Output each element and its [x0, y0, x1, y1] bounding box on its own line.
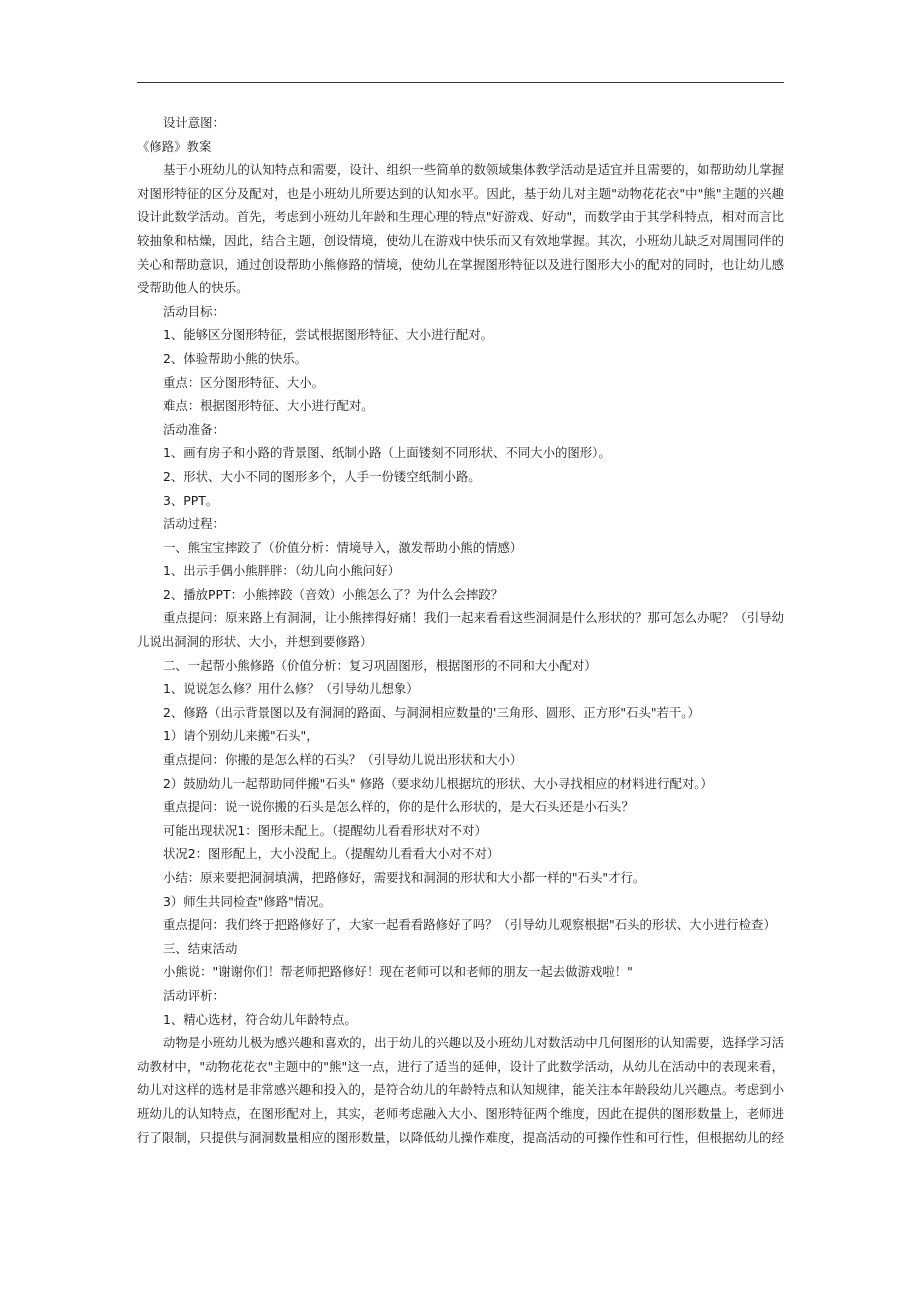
paragraph: 活动过程：	[163, 516, 225, 532]
paragraph: 二、一起帮小熊修路（价值分析：复习巩固图形，根据图形的不同和大小配对）	[163, 657, 597, 673]
paragraph: 1、能够区分图形特征，尝试根据图形特征、大小进行配对。	[163, 327, 494, 343]
paragraph: 3）师生共同检查"修路"情况。	[163, 893, 331, 909]
paragraph: 3、PPT。	[163, 492, 219, 508]
paragraph: 《修路》教案	[137, 138, 212, 154]
paragraph: 2、形状、大小不同的图形多个，人手一份镂空纸制小路。	[163, 468, 481, 484]
paragraph: 1）请个别幼儿来搬"石头"，	[163, 728, 319, 744]
paragraph: 2、播放PPT：小熊摔跤（音效）小熊怎么了？为什么会摔跤？	[163, 586, 504, 602]
paragraph: 1、出示手偶小熊胖胖：（幼儿向小熊问好）	[163, 563, 401, 579]
paragraph: 可能出现状况1：图形未配上。（提醒幼儿看看形状对不对）	[163, 822, 487, 838]
paragraph: 小熊说："谢谢你们！帮老师把路修好！现在老师可以和老师的朋友一起去做游戏啦！"	[163, 964, 633, 980]
paragraph: 2、体验帮助小熊的快乐。	[163, 350, 308, 366]
paragraph: 活动评析：	[163, 987, 225, 1003]
paragraph: 状况2：图形配上，大小没配上。（提醒幼儿看看大小对不对）	[163, 846, 500, 862]
paragraph: 动物是小班幼儿极为感兴趣和喜欢的，出于幼儿的兴趣以及小班幼儿对数活动中几何图形的认知需要，选择学习活动教材中，"动物花花衣"主题中的"熊"这一点，进行了适当的延伸，设计了此数学活动，从幼儿在活动中的表现来看，幼儿对这样的选材是非常感兴趣和投入的，是符合幼儿的年龄特点和认知规律，能关注本年龄段幼儿兴趣点。考虑到小班幼儿的认知特点，在图形配对上，其实，老师考虑融入大小、图形特征两个维度，因此在提供的图形数量上，老师进行了限制，只提供与洞洞数量相应的图形数量，以降低幼儿操作难度，提高活动的可操作性和可行性，但根据幼儿的经	[137, 1035, 784, 1145]
paragraph: 1、说说怎么修？用什么修？（引导幼儿想象）	[163, 681, 419, 697]
paragraph: 活动准备：	[163, 421, 225, 437]
paragraph: 重点：区分图形特征、大小。	[163, 374, 325, 390]
paragraph: 1、画有房子和小路的背景图、纸制小路（上面镂刻不同形状、不同大小的图形）。	[163, 445, 611, 461]
paragraph: 1、精心选材，符合幼儿年龄特点。	[163, 1011, 357, 1027]
paragraph: 2、修路（出示背景图以及有洞洞的路面、与洞洞相应数量的'三角形、圆形、正方形"石头"若干。）	[163, 704, 700, 720]
paragraph: 小结：原来要把洞洞填满，把路修好，需要找和洞洞的形状和大小都一样的"石头"才行。	[163, 870, 646, 885]
paragraph: 活动目标：	[163, 303, 225, 319]
paragraph: 难点：根据图形特征、大小进行配对。	[163, 398, 374, 414]
paragraph: 重点提问：说一说你搬的石头是怎么样的，你的是什么形状的，是大石头还是小石头？	[163, 799, 634, 815]
paragraph: 设计意图：	[163, 115, 225, 130]
paragraph: 基于小班幼儿的认知特点和需要，设计、组织一些简单的数领域集体教学活动是适宜并且需要的，如帮助幼儿掌握对图形特征的区分及配对，也是小班幼儿所要达到的认知水平。因此，基于幼儿对主题"动物花花衣"中"熊"主题的兴趣设计此数学活动。首先，考虑到小班幼儿年龄和生理心理的特点"好游戏、好动"，而数学由于其学科特点，相对而言比较抽象和枯燥，因此，结合主题，创设情境，使幼儿在游戏中快乐而又有效地掌握。其次，小班幼儿缺乏对周围同伴的关心和帮助意识，通过创设帮助小熊修路的情境，使幼儿在掌握图形特征以及进行图形大小的配对的同时，也让幼儿感受帮助他人的快乐。	[137, 162, 784, 296]
paragraph: 重点提问：我们终于把路修好了，大家一起看看路修好了吗？（引导幼儿观察根据"石头的形状、大小进行检查）	[163, 917, 776, 933]
paragraph: 2）鼓励幼儿一起帮助同伴搬"石头" 修路（要求幼儿根据坑的形状、大小寻找相应的材料进行配对。）	[163, 775, 713, 791]
paragraph: 重点提问：原来路上有洞洞，让小熊摔得好痛！我们一起来看看这些洞洞是什么形状的？那可怎么办呢？（引导幼儿说出洞洞的形状、大小，并想到要修路）	[137, 610, 784, 650]
paragraph: 重点提问：你搬的是怎么样的石头？（引导幼儿说出形状和大小）	[163, 752, 523, 768]
header-rule	[137, 82, 784, 83]
paragraph: 三、结束活动	[163, 940, 238, 956]
paragraph: 一、熊宝宝摔跤了（价值分析：情境导入，激发帮助小熊的情感）	[163, 539, 523, 555]
document-body	[137, 111, 784, 1149]
